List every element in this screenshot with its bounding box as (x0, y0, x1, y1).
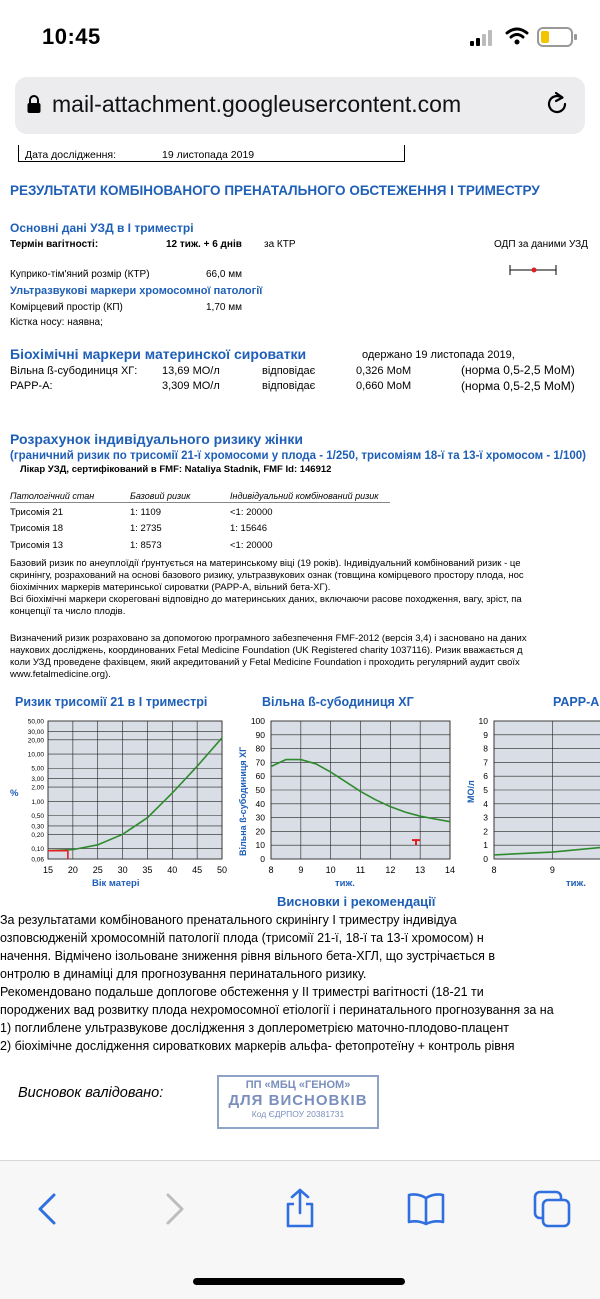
bhcg-norm: (норма 0,5-2,5 МоМ) (461, 363, 575, 377)
chart-bhcg-xtick: 10 (325, 865, 336, 875)
chart-t21-xtick: 40 (167, 865, 178, 875)
doctor-line: Лікар УЗД, сертифікований в FMF: Nataliya Stadnik, FMF Id: 146912 (20, 464, 332, 475)
crl-label: Куприко-тім'яний розмір (КТР) (10, 269, 150, 280)
chart-bhcg-xtick: 14 (444, 865, 456, 875)
status-time: 10:45 (42, 24, 101, 49)
bhcg-mom: 0,326 МоМ (356, 365, 412, 377)
chart-t21-xlabel: Вік матері (92, 878, 140, 889)
nt-value: 1,70 мм (206, 302, 242, 313)
chart-bhcg-ylabel: Вільна ß-субодиниця ХГ (238, 746, 248, 856)
chart-t21-risk (0, 711, 236, 896)
chart-pappa-ytick: 5 (483, 785, 488, 795)
stamp-line: ПП «МБЦ «ГЕНОМ» (245, 1079, 351, 1091)
table-cell: <1: 20000 (230, 507, 273, 518)
bhcg-value: 13,69 МО/л (162, 365, 220, 377)
chart-t21-xtick: 20 (67, 865, 78, 875)
table-cell: 1: 8573 (130, 540, 162, 551)
chart-t21-ytick: 0,50 (31, 812, 44, 820)
recommendation-item: 1) поглиблене ультразвукове дослідження з доплерометрією маточно-плодово-плацент (0, 1021, 509, 1035)
conclusions-heading: Висновки і рекомендації (277, 894, 436, 909)
bookmarks-button[interactable] (406, 1192, 446, 1231)
chart-pappa-ytick: 3 (483, 812, 488, 823)
pappa-value: 3,309 МО/л (162, 380, 220, 392)
chart-t21-ytick: 5,00 (31, 765, 44, 773)
table-header-rule (10, 502, 390, 503)
chart-pappa-ytick: 10 (478, 716, 488, 726)
term-suffix: за КТР (264, 239, 296, 250)
validation-stamp (217, 1075, 379, 1129)
explanation-line: Базовий ризик по анеуплоїдії ґрунтується на материнському віці (19 років). Індивідуальний комбінований ризик - це (10, 558, 521, 569)
chart-pappa-ytick: 1 (483, 840, 488, 851)
chart-bhcg-ytick: 100 (250, 716, 265, 726)
chart-t21-ytick: 0,06 (31, 856, 44, 864)
ultrasound-heading: Основні дані УЗД в І триместрі (10, 221, 194, 235)
explanation-line: концепції та число плодів. (10, 606, 126, 617)
conclusion-line: онтролю в динаміці для прогнозування перинатального ризику. (0, 967, 367, 981)
chart-bhcg-xtick: 9 (298, 865, 304, 875)
url-text[interactable]: mail-attachment.googleusercontent.com (52, 91, 462, 117)
chart-pappa-xlabel: тиж. (566, 878, 586, 889)
pappa-mom: 0,660 МоМ (356, 380, 412, 392)
chart-t21-plot-area (48, 721, 222, 859)
risk-subheading: (граничний ризик по трисомії 21-ї хромосоми у плода - 1/250, трисоміям 18-ї та 13-ї хромосом - 1/100) (10, 450, 586, 462)
table-cell: 1: 1109 (130, 507, 161, 518)
bhcg-name: Вільна ß-субодиниця ХГ: (10, 365, 138, 377)
chart-t21-ytick: 10,00 (27, 751, 44, 759)
chart-pappa-ytick: 8 (483, 743, 488, 754)
nasal-bone: Кістка носу: наявна; (10, 317, 103, 328)
chart-pappa-ytick: 4 (483, 798, 488, 809)
chart-t21-ylabel: % (10, 788, 19, 799)
share-button[interactable] (283, 1187, 317, 1234)
stamp-line: Код ЄДРПОУ 20381731 (251, 1109, 345, 1119)
table-header-base-risk: Базовий ризик (130, 491, 191, 501)
chart-bhcg-xtick: 12 (385, 865, 396, 875)
conclusion-line: озповсюдженій хромосомній патології плода (трисомії 21-ї, 18-ї та 13-ї хромосом) н (0, 931, 484, 945)
chart-bhcg-ytick: 10 (255, 840, 265, 851)
biochem-heading: Біохімічні маркери материнскої сироватки (10, 346, 307, 362)
validated-label: Висновок валідовано: (18, 1085, 164, 1101)
chart-bhcg-ytick: 80 (255, 743, 265, 754)
chart-t21-ytick: 3,00 (31, 776, 44, 784)
chart-t21-ytick: 20,00 (27, 737, 44, 745)
wifi-icon (505, 27, 529, 50)
lock-icon (26, 94, 42, 119)
chart-pappa (462, 711, 600, 896)
pappa-corr: відповідає (262, 380, 316, 392)
conclusion-line: Рекомендовано подальше доплогове обстеження у ІІ триместрі вагітності (18-21 ти (0, 985, 484, 999)
chart-pappa-ylabel: МО/л (466, 780, 476, 803)
chart-pappa-xtick: 8 (491, 865, 497, 875)
pappa-name: PAPP-A: (10, 380, 53, 392)
exam-date-value: 19 листопада 2019 (162, 149, 255, 161)
conclusion-line: породжених вад розвитку плода нехромосомної етіології і перинатального прогнозування за на (0, 1003, 554, 1017)
exam-date-label: Дата дослідження: (25, 149, 117, 161)
chart-bhcg-ytick: 60 (255, 771, 265, 782)
chart-t21-xtick: 15 (42, 865, 54, 875)
battery-icon (537, 26, 579, 53)
chart-t21-ytick: 50,00 (27, 718, 44, 726)
table-header-condition: Патологічний стан (10, 491, 95, 501)
table-header-combined-risk: Індивідуальний комбінований ризик (230, 491, 379, 501)
chart-bhcg-ytick: 20 (255, 826, 265, 837)
table-cell: 1: 2735 (130, 523, 162, 534)
bhcg-corr: відповідає (262, 365, 316, 377)
forward-button[interactable] (158, 1192, 188, 1231)
home-indicator (193, 1278, 405, 1285)
chart-t21-ytick: 2,00 (31, 784, 44, 792)
chart-bhcg-title: Вільна ß-субодиниця ХГ (262, 695, 414, 709)
table-cell: <1: 20000 (230, 540, 273, 551)
term-label: Термін вагітності: (10, 239, 99, 250)
stamp-line: ДЛЯ ВИСНОВКІВ (228, 1092, 368, 1109)
nt-label: Комірцевий простір (КП) (10, 302, 123, 313)
explanation-line: скринінгу, розрахований на основі базового ризику, ультразвукових ознак (товщина комірцевого простору плода, нос (10, 570, 524, 581)
explanation-line: біохімічних маркерів материнської сироватки (PAPP-A, вільний бета-ХГ). (10, 582, 331, 593)
chart-t21-xtick: 25 (92, 865, 103, 875)
report-title: РЕЗУЛЬТАТИ КОМБІНОВАНОГО ПРЕНАТАЛЬНОГО ОБСТЕЖЕННЯ І ТРИМЕСТРУ (10, 183, 540, 198)
chart-t21-xtick: 30 (117, 865, 128, 875)
term-value: 12 тиж. + 6 днів (166, 239, 242, 250)
chart-pappa-ytick: 9 (483, 729, 488, 740)
table-cell: 1: 15646 (230, 523, 267, 534)
chart-t21-title: Ризик трисомії 21 в І триместрі (15, 695, 208, 709)
chart-pappa-ytick: 2 (483, 826, 488, 837)
chart-bhcg-xtick: 13 (415, 865, 426, 875)
chart-pappa-title: PAPP-A (553, 695, 600, 709)
chart-t21-ytick: 0,10 (31, 846, 44, 854)
chart-bhcg-ytick: 70 (255, 757, 265, 768)
chart-t21-ytick: 0,30 (31, 823, 44, 831)
biochem-received: одержано 19 листопада 2019, (362, 349, 515, 361)
chart-bhcg-ytick: 0 (260, 854, 265, 864)
odp-range-marker (508, 263, 558, 282)
risk-heading: Розрахунок індивідуального ризику жінки (10, 431, 303, 447)
chart-t21-xtick: 35 (142, 865, 153, 875)
chart-t21-xtick: 50 (216, 865, 228, 875)
markers-heading: Ультразвукові маркери хромосомної патології (10, 285, 263, 297)
back-button[interactable] (34, 1192, 64, 1231)
software-line: Визначений ризик розраховано за допомогою програмного забезпечення FMF-2012 (версія 3,4) і засновано на даних (10, 633, 527, 644)
software-line: наукових досліджень, координованих Fetal Medicine Foundation (UK Registered charity 1037116). Ризик вважається д (10, 645, 523, 656)
chart-pappa-ytick: 6 (483, 771, 488, 782)
odp-label: ОДП за даними УЗД (494, 239, 588, 250)
chart-bhcg-ytick: 40 (255, 798, 265, 809)
pappa-norm: (норма 0,5-2,5 МоМ) (461, 379, 575, 393)
software-line: коли УЗД проведене фахівцем, який акредитований у Fetal Medicine Foundation і проходить регулярний аудит своїх (10, 657, 520, 668)
chart-bhcg-ytick: 50 (255, 785, 265, 795)
tabs-button[interactable] (532, 1189, 572, 1234)
chart-bhcg-ytick: 90 (255, 729, 265, 740)
chart-bhcg-ytick: 30 (255, 812, 265, 823)
chart-t21-xtick: 45 (192, 865, 203, 875)
crl-value: 66,0 мм (206, 269, 242, 280)
software-line: www.fetalmedicine.org). (10, 669, 111, 680)
table-row: Трисомія 18 (10, 523, 63, 534)
conclusion-line: За результатами комбінованого пренатального скринінгу І триместру індивідуа (0, 913, 457, 927)
chart-t21-ytick: 30,00 (27, 728, 44, 736)
table-row: Трисомія 13 (10, 540, 63, 551)
reload-icon[interactable] (544, 90, 570, 123)
chart-pappa-ytick: 0 (483, 854, 488, 864)
chart-bhcg-xlabel: тиж. (335, 878, 355, 889)
document-page (0, 145, 600, 1065)
chart-bhcg (234, 711, 464, 896)
conclusion-line: начення. Відмічено ізольоване зниження рівня вільного бета-ХГЛ, що зустрічається в (0, 949, 495, 963)
chart-t21-ytick: 0,20 (31, 831, 44, 839)
recommendation-item: 2) біохімічне дослідження сироваткових маркерів альфа- фетопротеїну + контроль рівня (0, 1039, 515, 1053)
chart-pappa-ytick: 7 (483, 757, 488, 768)
chart-t21-ytick: 1,00 (31, 798, 44, 806)
cellular-signal-icon (470, 30, 492, 51)
chart-pappa-xtick: 9 (549, 865, 555, 875)
chart-bhcg-xtick: 11 (355, 865, 366, 875)
chart-bhcg-xtick: 8 (268, 865, 274, 875)
explanation-line: Всі біохімічні маркери скореговані відповідно до материнських даних, включаючи расове походження, вагу, зріст, па (10, 594, 522, 605)
table-row: Трисомія 21 (10, 507, 63, 518)
